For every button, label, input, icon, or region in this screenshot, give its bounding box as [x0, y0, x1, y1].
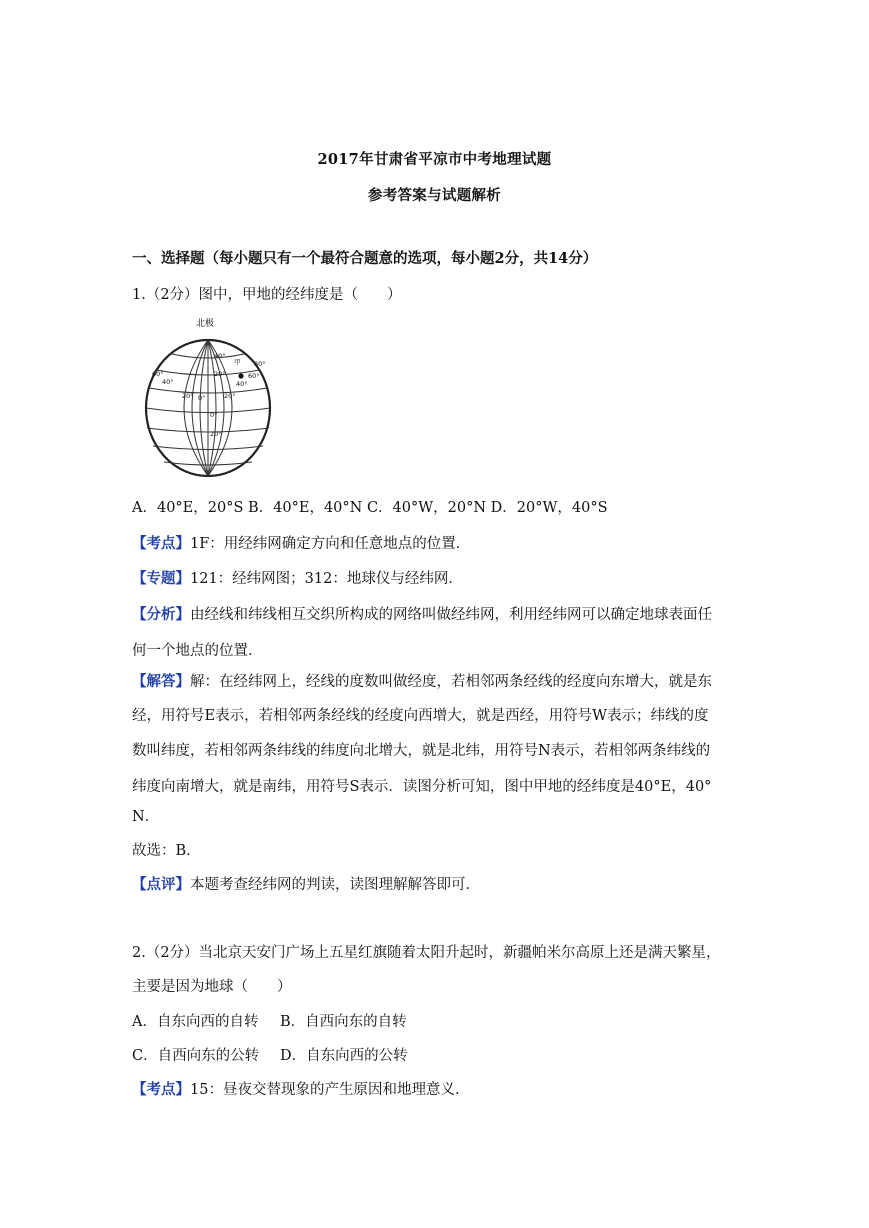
- jieda-text-2: 经，用符号E表示，若相邻两条经线的经度向西增大，就是西经，用符号W表示；纬线的度: [132, 708, 709, 724]
- jieda-tag: 【解答】: [132, 673, 190, 690]
- svg-text:0°: 0°: [210, 411, 218, 419]
- svg-text:40°: 40°: [162, 378, 174, 386]
- q1-jieda: [132, 672, 712, 692]
- svg-text:20°: 20°: [182, 392, 194, 400]
- q2-options-row-1: [132, 1012, 407, 1032]
- svg-text:0°: 0°: [198, 394, 206, 402]
- svg-text:80°: 80°: [254, 360, 266, 368]
- q2-option-d: D．自东向西的公转: [280, 1048, 408, 1064]
- globe-figure: [130, 318, 280, 483]
- jieda-text-4: 纬度向南增大，就是南纬，用符号S表示．读图分析可知，图中甲地的经纬度是40°E，40°: [132, 779, 712, 795]
- svg-text:20°: 20°: [210, 430, 222, 438]
- question-2-stem-2: 主要是因为地球（ ）: [132, 979, 292, 995]
- point-label: 甲: [234, 358, 241, 366]
- fenxi-text-1: 由经线和纬线相互交织所构成的网络叫做经纬网，利用经纬网可以确定地球表面任: [190, 607, 712, 623]
- svg-text:20°: 20°: [224, 392, 236, 400]
- jieda-text-3: 数叫纬度，若相邻两条纬线的纬度向北增大，就是北纬，用符号N表示，若相邻两条纬线的: [132, 743, 711, 759]
- svg-text:60°: 60°: [248, 372, 260, 380]
- dianping-tag: 【点评】: [132, 876, 190, 893]
- q1-fenxi: [132, 605, 712, 625]
- document-title: 2017年甘肃省平凉市中考地理试题: [317, 151, 552, 168]
- fenxi-tag: 【分析】: [132, 606, 190, 623]
- zhuanti-tag: 【专题】: [132, 570, 190, 587]
- q2-option-c: C．自西向东的公转: [132, 1048, 260, 1064]
- north-pole-label: 北极: [195, 319, 215, 329]
- q2-kaodian: [132, 1080, 469, 1100]
- jieda-text-1: 解：在经纬网上，经线的度数叫做经度，若相邻两条经线的经度向东增大，就是东: [190, 674, 712, 690]
- kaodian-tag: 【考点】: [132, 535, 190, 552]
- q2-option-a: A．自东向西的自转: [132, 1014, 259, 1030]
- q1-answer: 故选：B．: [132, 843, 201, 859]
- svg-text:40°: 40°: [214, 352, 226, 360]
- q2-kaodian-text: 15：昼夜交替现象的产生原因和地理意义．: [190, 1082, 470, 1098]
- dianping-text: 本题考查经纬网的判读，读图理解解答即可．: [190, 877, 480, 893]
- svg-text:60°: 60°: [152, 370, 164, 378]
- jieda-text-5: N．: [132, 809, 160, 825]
- globe-graticule: [130, 318, 280, 483]
- point-jia: [238, 373, 243, 378]
- question-1-stem: 1.（2分）图中，甲地的经纬度是（ ）: [132, 287, 402, 303]
- q2-option-b: B．自西向东的自转: [280, 1014, 407, 1030]
- kaodian-text: 1F：用经纬网确定方向和任意地点的位置．: [190, 536, 471, 552]
- q1-dianping: [132, 875, 480, 895]
- document-subtitle: 参考答案与试题解析: [367, 187, 502, 204]
- q2-options-row-2: [132, 1046, 408, 1066]
- question-1-options: A．40°E，20°S B．40°E，40°N C．40°W，20°N D．20°W，40°S: [132, 500, 608, 516]
- svg-text:40°: 40°: [236, 380, 248, 388]
- zhuanti-text: 121：经纬网图；312：地球仪与经纬网．: [190, 571, 463, 587]
- question-2-stem-1: 2.（2分）当北京天安门广场上五星红旗随着太阳升起时，新疆帕米尔高原上还是满天繁星，: [132, 945, 721, 961]
- q1-kaodian: [132, 534, 470, 554]
- svg-text:20°: 20°: [214, 370, 226, 378]
- fenxi-text-2: 何一个地点的位置．: [132, 643, 263, 659]
- q1-zhuanti: [132, 569, 463, 589]
- q2-kaodian-tag: 【考点】: [132, 1081, 190, 1098]
- section-heading: 一、选择题（每小题只有一个最符合题意的选项，每小题2分，共14分）: [132, 250, 598, 267]
